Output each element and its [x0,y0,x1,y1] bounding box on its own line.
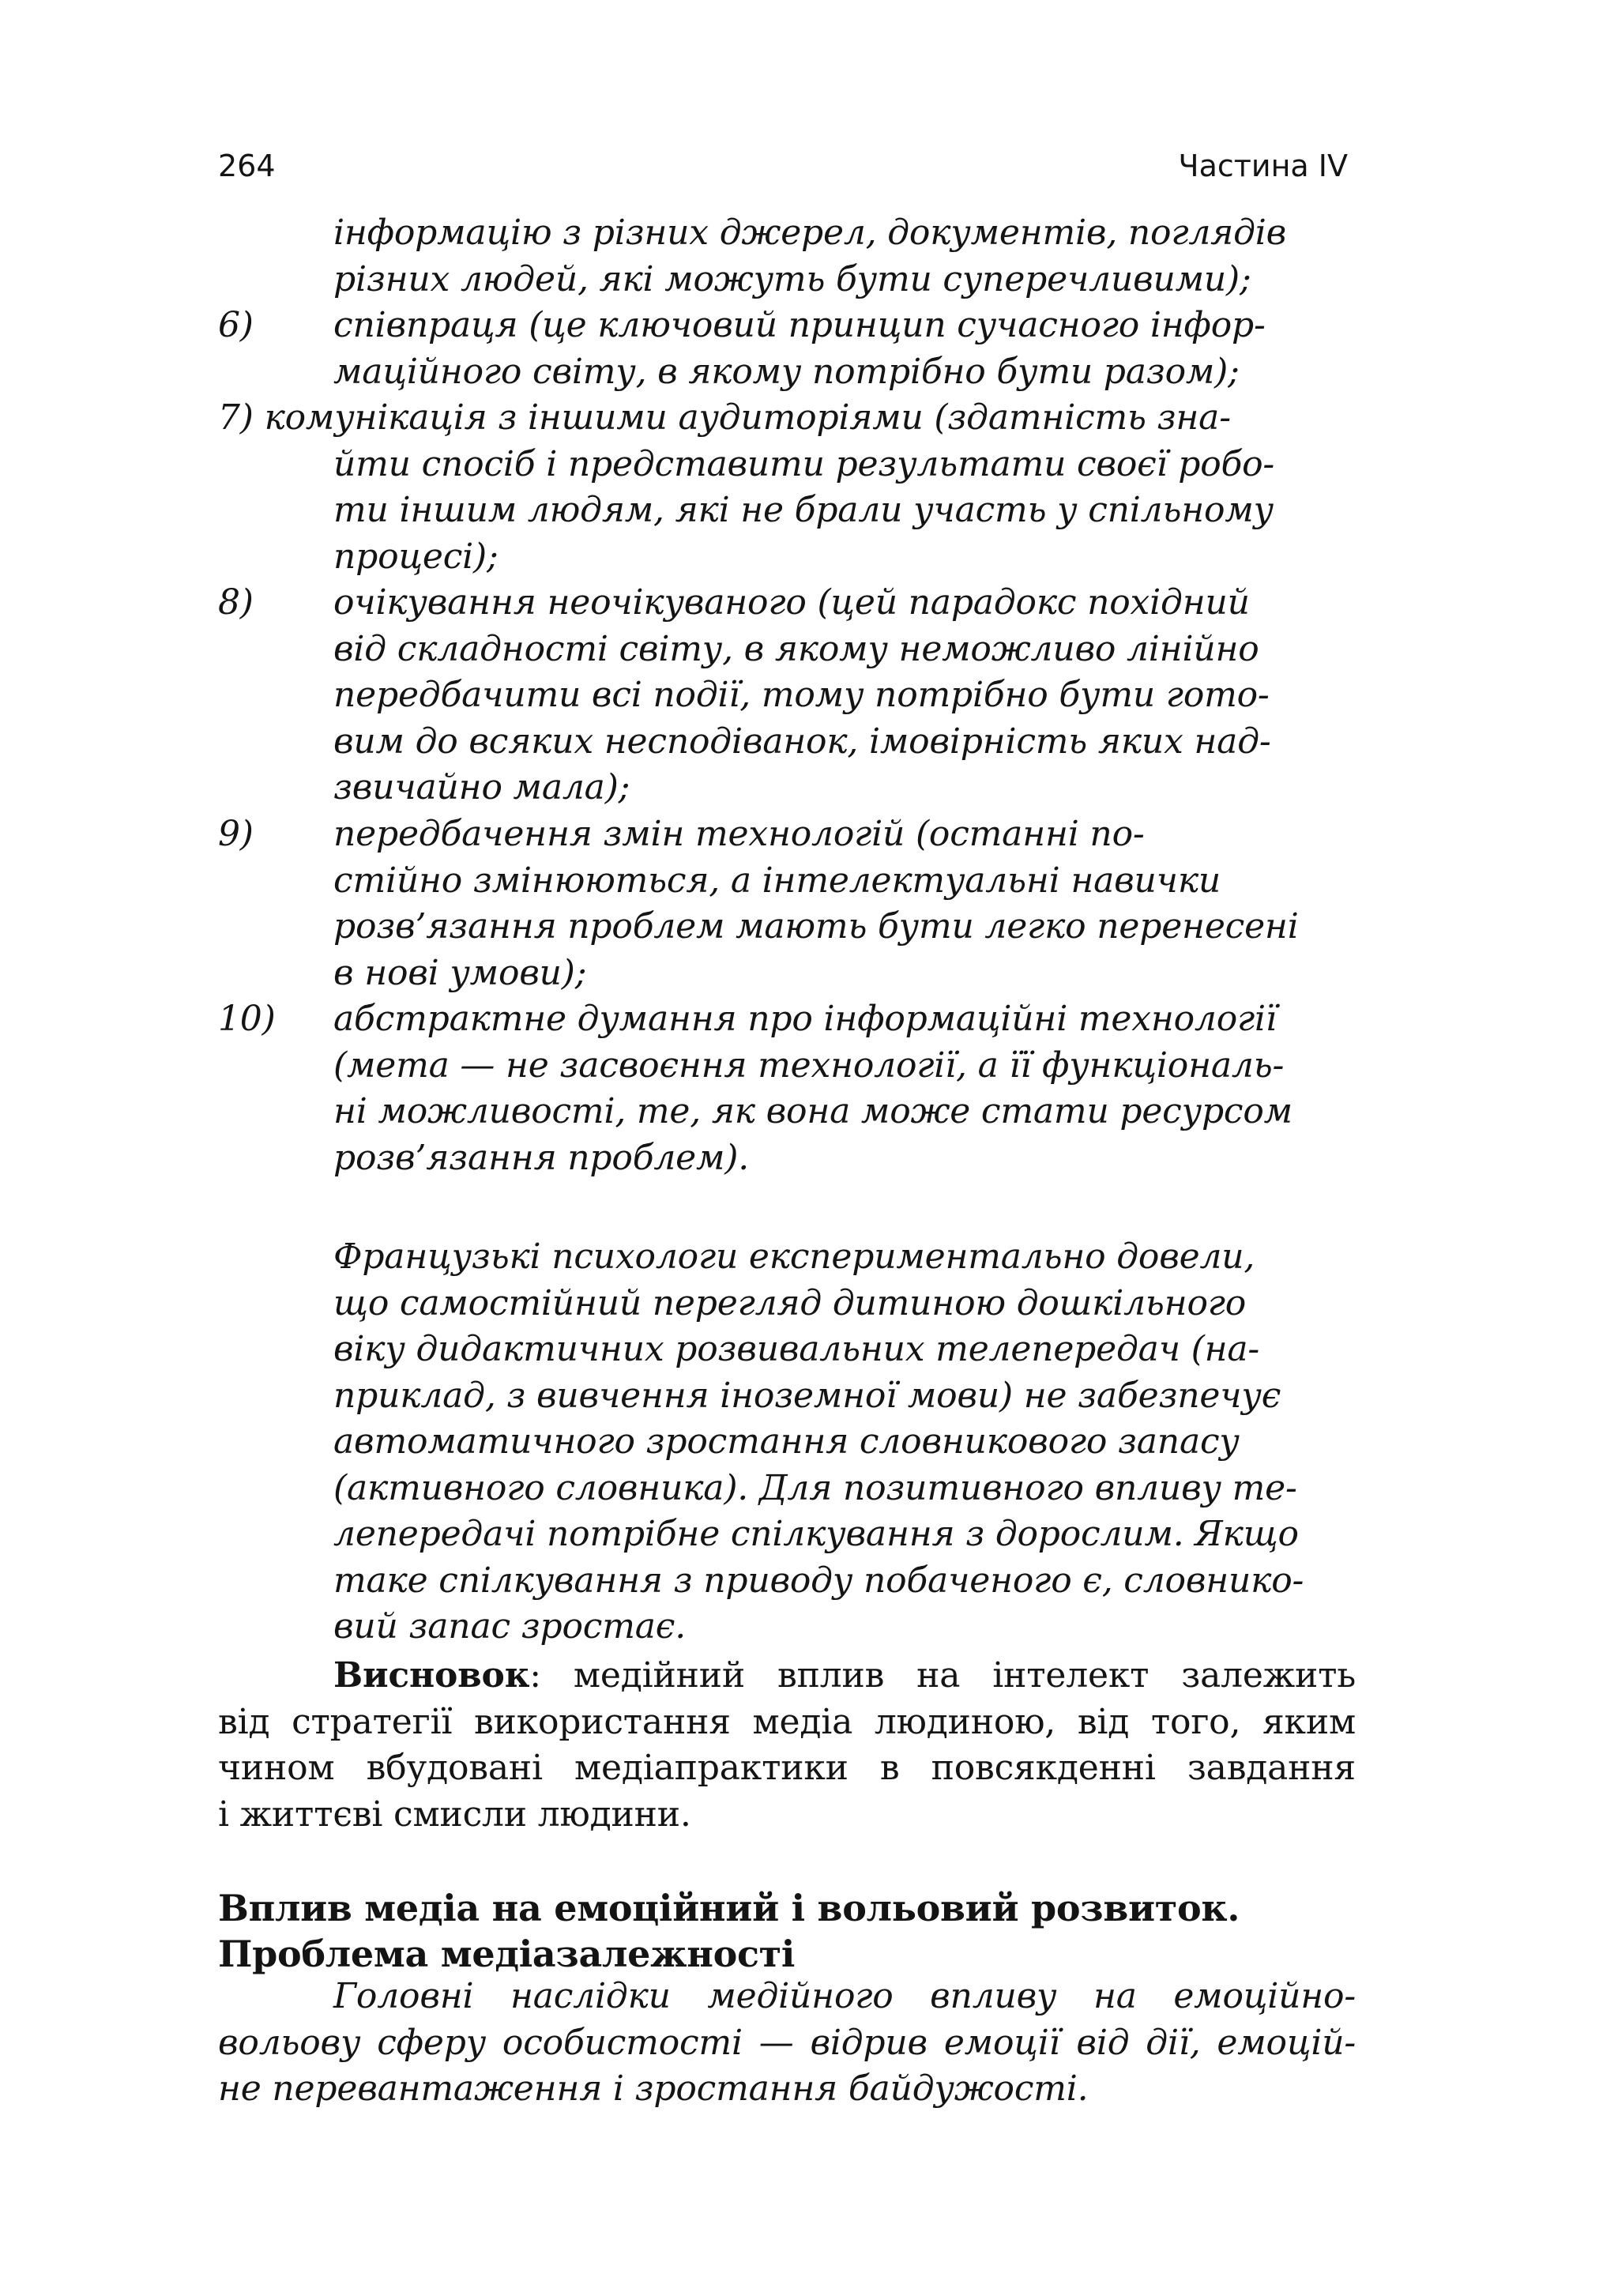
text-line: Французькі психологи експериментально довели, [333,1236,1255,1277]
heading-line: Вплив медіа на емоційний і вольовий розвиток. [218,1887,1240,1929]
list-item-text [333,303,1360,395]
text-line: абстрактне думання про інформаційні технології [333,999,1277,1039]
text-line: звичайно мала); [333,767,630,807]
text-line: таке спілкування з приводу побаченого є, словнико- [333,1560,1304,1601]
text-line: ні можливості, те, як вона може стати ресурсом [333,1091,1293,1131]
heading-line: Проблема медіазалежності [218,1933,796,1975]
text-line: вольову сферу особистості — відрив емоції від дії, емоцій- [218,2022,1356,2063]
section-heading [218,1885,1356,1977]
list-marker: 8) [218,582,254,623]
list-marker: 9) [218,814,254,854]
text-line: очікування неочікуваного (цей парадокс похідний [333,582,1250,623]
section-lead-paragraph [218,1974,1356,2113]
text-line: вим до всяких несподіванок, імовірність яких над- [333,721,1271,762]
list-item-text [333,996,1360,1181]
text-line: стійно змінюються, а інтелектуальні навички [333,860,1221,901]
running-head: Частина IV [1178,149,1348,183]
text-line: від складності світу, в якому неможливо лінійно [333,628,1259,669]
text-line: (мета — не засвоєння технології, а її функціональ- [333,1044,1285,1086]
text-line: лепередачі потрібне спілкування з дорослим. Якщо [333,1514,1299,1554]
list-marker: 6) [218,305,254,345]
text-line: інформацію з різних джерел, документів, поглядів [333,213,1287,253]
text-line: чином вбудовані медіапрактики в повсякденні завдання [218,1748,1356,1788]
text-line: маційного світу, в якому потрібно бути разом); [333,351,1240,392]
conclusion-first-line: : медійний вплив на інтелект залежить [529,1655,1356,1696]
text-line: передбачити всі події, тому потрібно бути гото- [333,675,1270,715]
text-line [218,1653,1356,1699]
text-line: йти спосіб і представити результати своєї робо- [333,443,1275,484]
text-line: співпраця (це ключовий принцип сучасного інфор- [333,305,1266,345]
text-line: (активного словника). Для позитивного впливу те- [333,1467,1297,1508]
text-line: передбачення змін технологій (останні по- [333,814,1145,854]
text-line: вий запас зростає. [333,1606,686,1647]
text-line: і життєві смисли людини. [218,1794,691,1835]
text-line: що самостійний перегляд дитиною дошкільного [333,1282,1247,1323]
text-line: віку дидактичних розвивальних телепередач (на- [333,1329,1260,1369]
text-line: від стратегії використання медіа людиною, від того, яким [218,1701,1356,1742]
page-header [218,149,1348,190]
conclusion-paragraph [218,1653,1356,1838]
list-marker: 7) [218,397,254,438]
list-item-text [333,811,1360,996]
text-line: різних людей, які можуть бути суперечливими); [333,258,1251,299]
text-line: розв’язання проблем мають бути легко перенесені [333,906,1299,947]
quote-paragraph [333,1234,1360,1650]
list-item-text [218,395,1356,580]
text-line: автоматичного зростання словникового запасу [333,1421,1240,1462]
list-marker: 10) [218,999,276,1039]
text-line: розв’язання проблем). [333,1137,750,1178]
list-continuation [333,210,1360,303]
text-line: комунікація з іншими аудиторіями (здатність зна- [264,397,1231,438]
text-line: приклад, з вивчення іноземної мови) не забезпечує [333,1375,1281,1416]
conclusion-label: Висновок [333,1655,530,1696]
text-line: ти іншим людям, які не брали участь у спільному [333,490,1274,530]
text-line: в нові умови); [333,952,587,993]
text-line: не перевантаження і зростання байдужості. [218,2068,1089,2109]
text-line: Головні наслідки медійного впливу на емоційно- [333,1976,1356,2016]
text-line: процесі); [333,536,499,577]
page-number: 264 [218,149,276,183]
list-item-text [333,580,1360,811]
